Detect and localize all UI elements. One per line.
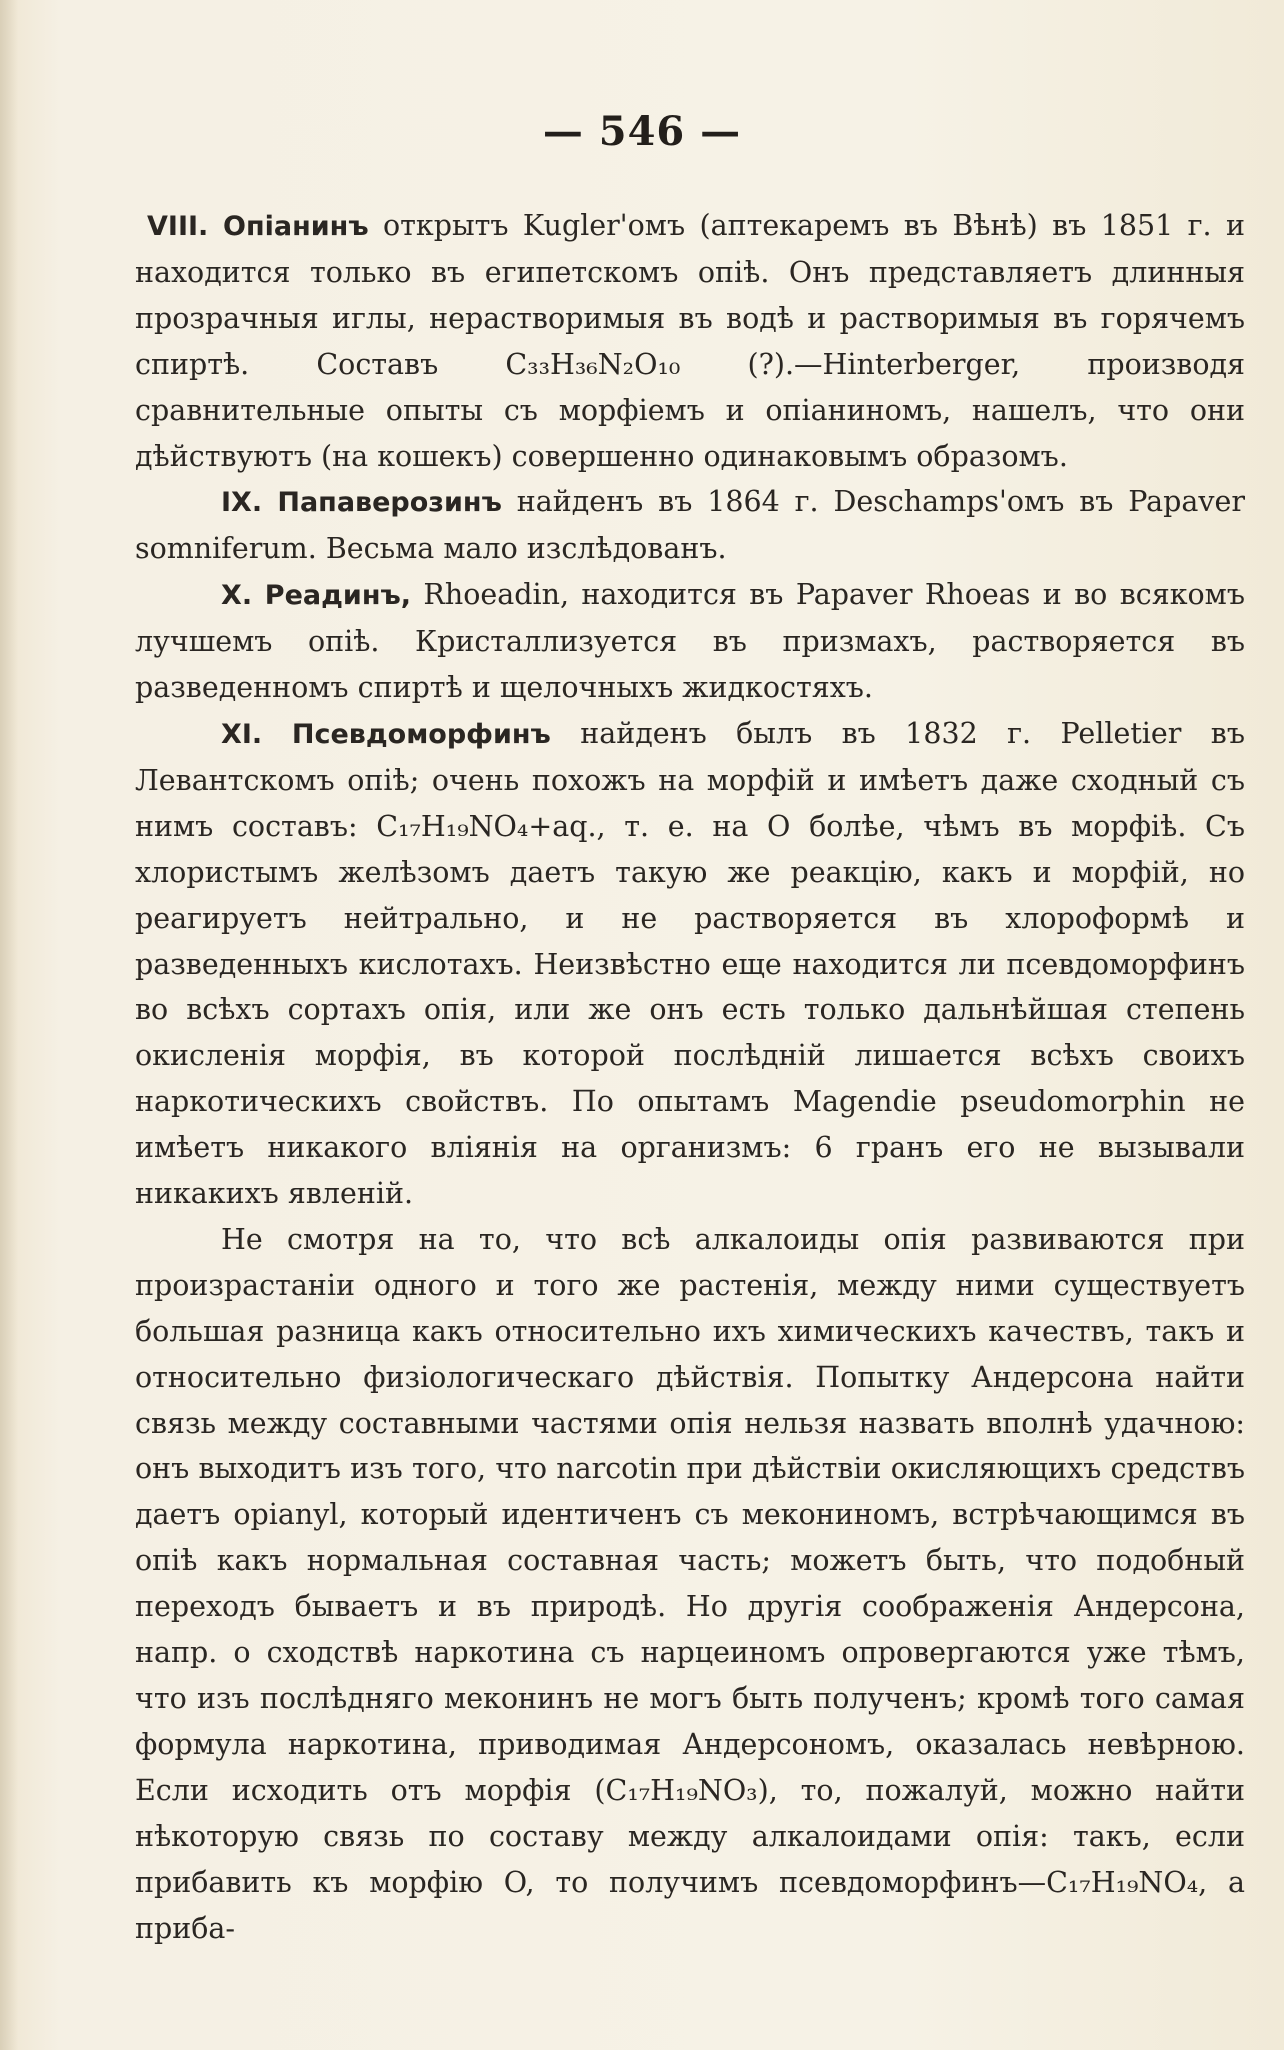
paragraph-readin — [135, 572, 1245, 711]
paragraph-text-conclusion: Не смотря на то, что всѣ алкалоиды опія развиваются при произрастаніи одного и того же растенія, между ними существуетъ большая разница какъ относительно ихъ химическихъ качествъ, такъ и относительно физіологическаго дѣйствія. Попытку Андерсона найти связь между составными частями опія нельзя назвать вполнѣ удачною: онъ выходитъ изъ того, что narcotin при дѣйствіи окисляющихъ средствъ даетъ opianyl, который идентиченъ съ мекониномъ, встрѣчающимся въ опіѣ какъ нормальная составная часть; можетъ быть, что подобный переходъ бываетъ и въ природѣ. Но другія соображенія Андерсона, напр. о сходствѣ наркотина съ нарцеиномъ опровергаются уже тѣмъ, что изъ послѣдняго меконинъ не могъ быть полученъ; кромѣ того самая формула наркотина, приводимая Андерсономъ, оказалась невѣрною. Если исходить отъ морфія (C₁₇H₁₉NO₃), то, пожалуй, можно найти нѣкоторую связь по составу между алкалоидами опія: такъ, если прибавить къ морфію O, то получимъ псевдоморфинъ—C₁₇H₁₉NO₄, а приба- — [135, 1222, 1245, 1945]
paragraph-text-opianin: открытъ Kugler'омъ (аптекаремъ въ Вѣнѣ) въ 1851 г. и находится только въ египетскомъ опіѣ. Онъ представляетъ длинныя прозрачныя иглы, нерастворимыя въ водѣ и растворимыя въ горячемъ спиртѣ. Составъ C₃₃H₃₆N₂O₁₀ (?).—Hinterberger, производя сравнительные опыты съ морфіемъ и опіаниномъ, нашелъ, что они дѣйствуютъ (на кошекъ) совершенно одинаковымъ образомъ. — [135, 209, 1245, 473]
paragraph-conclusion — [135, 1217, 1245, 1952]
paragraph-lead-papaverozin: IX. Папаверозинъ — [221, 487, 502, 519]
paragraph-lead-opianin: VIII. Опіанинъ — [147, 211, 369, 242]
page-number: — 546 — — [542, 108, 742, 155]
paragraph-opianin — [135, 203, 1245, 479]
page-spine-shadow — [0, 0, 18, 2050]
paragraph-lead-psevdomorfin: XI. Псевдоморфинъ — [221, 718, 551, 750]
paragraph-psevdomorfin — [135, 711, 1245, 1217]
paragraph-text-readin: Rhoeadin, находится въ Papaver Rhoeas и во всякомъ лучшемъ опіѣ. Кристаллизуется въ призмахъ, растворяется въ разведенномъ спиртѣ и щелочныхъ жидкостяхъ. — [135, 578, 1245, 705]
paragraph-text-psevdomorfin: найденъ былъ въ 1832 г. Pelletier въ Левантскомъ опіѣ; очень похожъ на морфій и имѣетъ даже сходный съ нимъ составъ: C₁₇H₁₉NO₄+aq., т. е. на O болѣе, чѣмъ въ морфіѣ. Съ хлористымъ желѣзомъ даетъ такую же реакцію, какъ и морфій, но реагируетъ нейтрально, и не растворяется въ хлороформѣ и разведенныхъ кислотахъ. Неизвѣстно еще находится ли псевдоморфинъ во всѣхъ сортахъ опія, или же онъ есть только дальнѣйшая степень окисленія морфія, въ которой послѣдній лишается всѣхъ своихъ наркотическихъ свойствъ. По опытамъ Magendie pseudomorphin не имѣетъ никакого вліянія на организмъ: 6 гранъ его не вызывали никакихъ явленій. — [135, 716, 1245, 1211]
paragraph-papaverozin — [135, 479, 1245, 572]
paragraph-text-papaverozin: найденъ въ 1864 г. Deschamps'омъ въ Papaver somniferum. Весьма мало изслѣдованъ. — [135, 485, 1245, 566]
page-body — [135, 203, 1245, 1951]
paragraph-lead-readin: X. Реадинъ, — [221, 580, 412, 612]
